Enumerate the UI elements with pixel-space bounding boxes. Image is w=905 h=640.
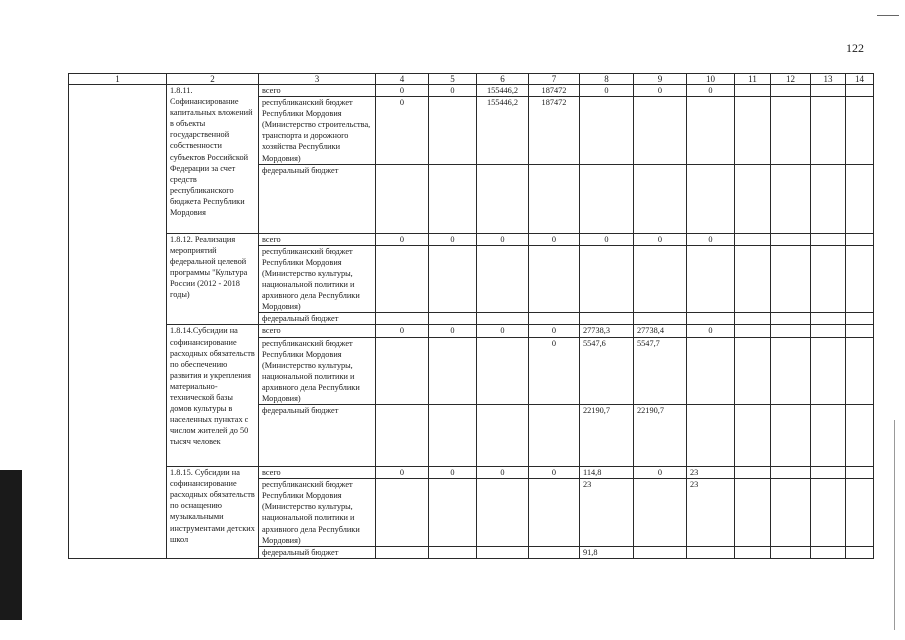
value-cell (771, 546, 811, 558)
table-row (69, 325, 874, 337)
header-cell: 11 (735, 74, 771, 85)
funding-source: федеральный бюджет (259, 313, 376, 325)
value-cell: 23 (580, 479, 634, 547)
value-cell (846, 85, 874, 97)
header-cell: 10 (687, 74, 735, 85)
value-cell: 114,8 (580, 467, 634, 479)
value-cell (376, 245, 429, 313)
value-cell (846, 245, 874, 313)
value-cell (580, 313, 634, 325)
value-cell (771, 313, 811, 325)
value-cell (634, 164, 687, 233)
value-cell (580, 245, 634, 313)
value-cell (376, 479, 429, 547)
value-cell: 0 (429, 85, 477, 97)
value-cell: 0 (376, 97, 429, 165)
measure-label: 1.8.14.Субсидии на софинансирование расходных обязательств по обеспечению развития и укрепления материально-технической базы домов культуры в населенных пунктах с числом жителей до 50 тысяч человек (167, 325, 259, 467)
funding-source: всего (259, 467, 376, 479)
value-cell (771, 233, 811, 245)
header-row (69, 74, 874, 85)
value-cell (580, 164, 634, 233)
measure-label: 1.8.15. Субсидии на софинансирование расходных обязательств по оснащению музыкальными инструментами детских школ (167, 467, 259, 559)
value-cell: 0 (376, 233, 429, 245)
value-cell (477, 313, 529, 325)
value-cell (846, 164, 874, 233)
value-cell (529, 245, 580, 313)
value-cell (477, 245, 529, 313)
header-cell: 12 (771, 74, 811, 85)
header-cell: 6 (477, 74, 529, 85)
value-cell (376, 546, 429, 558)
value-cell (771, 467, 811, 479)
value-cell (735, 546, 771, 558)
value-cell (687, 405, 735, 467)
value-cell (687, 245, 735, 313)
header-cell: 13 (811, 74, 846, 85)
value-cell (529, 313, 580, 325)
value-cell (846, 467, 874, 479)
funding-source: всего (259, 325, 376, 337)
value-cell: 0 (529, 233, 580, 245)
value-cell (477, 546, 529, 558)
funding-source: всего (259, 233, 376, 245)
value-cell (687, 337, 735, 405)
scan-edge-right (894, 420, 895, 630)
value-cell: 0 (580, 85, 634, 97)
header-cell: 1 (69, 74, 167, 85)
value-cell (735, 337, 771, 405)
value-cell (735, 164, 771, 233)
value-cell (811, 313, 846, 325)
value-cell: 27738,4 (634, 325, 687, 337)
value-cell: 5547,6 (580, 337, 634, 405)
value-cell (811, 479, 846, 547)
value-cell (846, 233, 874, 245)
value-cell (429, 337, 477, 405)
value-cell (846, 546, 874, 558)
page-number: 122 (846, 41, 864, 55)
table-row (69, 467, 874, 479)
value-cell (687, 97, 735, 165)
value-cell (846, 313, 874, 325)
value-cell: 0 (376, 467, 429, 479)
header-cell: 4 (376, 74, 429, 85)
value-cell (811, 245, 846, 313)
value-cell: 22190,7 (580, 405, 634, 467)
empty-col1-cell (69, 85, 167, 559)
value-cell (771, 164, 811, 233)
value-cell (811, 337, 846, 405)
value-cell: 22190,7 (634, 405, 687, 467)
value-cell (771, 97, 811, 165)
value-cell: 5547,7 (634, 337, 687, 405)
value-cell (429, 245, 477, 313)
value-cell (811, 97, 846, 165)
value-cell (529, 546, 580, 558)
value-cell: 0 (634, 467, 687, 479)
value-cell (376, 337, 429, 405)
value-cell: 0 (477, 233, 529, 245)
value-cell (735, 325, 771, 337)
value-cell (811, 233, 846, 245)
value-cell (429, 479, 477, 547)
header-cell: 14 (846, 74, 874, 85)
value-cell (477, 479, 529, 547)
value-cell (846, 405, 874, 467)
value-cell (634, 479, 687, 547)
value-cell: 0 (634, 85, 687, 97)
value-cell (580, 97, 634, 165)
value-cell (811, 546, 846, 558)
table-body (69, 74, 874, 559)
value-cell: 0 (376, 325, 429, 337)
value-cell (735, 313, 771, 325)
value-cell: 0 (429, 325, 477, 337)
funding-source: республиканский бюджет Республики Мордовия (Министерство строительства, транспорта и дорожного хозяйства Республики Мордовия) (259, 97, 376, 165)
value-cell (529, 405, 580, 467)
value-cell (771, 85, 811, 97)
value-cell: 0 (687, 233, 735, 245)
scan-mark (877, 15, 899, 16)
value-cell (429, 313, 477, 325)
funding-source: федеральный бюджет (259, 405, 376, 467)
value-cell (735, 85, 771, 97)
value-cell: 0 (580, 233, 634, 245)
funding-source: федеральный бюджет (259, 546, 376, 558)
funding-source: федеральный бюджет (259, 164, 376, 233)
value-cell (811, 325, 846, 337)
scan-edge-left (0, 470, 22, 620)
value-cell: 0 (687, 85, 735, 97)
value-cell: 0 (477, 467, 529, 479)
value-cell (376, 405, 429, 467)
value-cell (735, 245, 771, 313)
value-cell (634, 313, 687, 325)
value-cell (687, 313, 735, 325)
value-cell (735, 405, 771, 467)
value-cell (477, 337, 529, 405)
value-cell: 155446,2 (477, 85, 529, 97)
value-cell: 0 (529, 325, 580, 337)
value-cell (529, 479, 580, 547)
value-cell (846, 479, 874, 547)
header-cell: 7 (529, 74, 580, 85)
value-cell (771, 479, 811, 547)
value-cell (687, 164, 735, 233)
value-cell (771, 337, 811, 405)
value-cell (429, 97, 477, 165)
value-cell: 0 (687, 325, 735, 337)
value-cell: 0 (477, 325, 529, 337)
value-cell (634, 546, 687, 558)
value-cell (429, 164, 477, 233)
value-cell (811, 405, 846, 467)
header-cell: 3 (259, 74, 376, 85)
value-cell (771, 325, 811, 337)
value-cell (846, 337, 874, 405)
header-cell: 9 (634, 74, 687, 85)
value-cell (529, 164, 580, 233)
value-cell: 0 (529, 337, 580, 405)
value-cell: 0 (429, 467, 477, 479)
value-cell (735, 97, 771, 165)
funding-source: республиканский бюджет Республики Мордовия (Министерство культуры, национальной политики и архивного дела Республики Мордовия) (259, 337, 376, 405)
value-cell (477, 405, 529, 467)
value-cell: 0 (529, 467, 580, 479)
value-cell (376, 164, 429, 233)
value-cell (735, 467, 771, 479)
value-cell (811, 164, 846, 233)
budget-table (68, 73, 874, 559)
value-cell: 0 (429, 233, 477, 245)
value-cell (634, 97, 687, 165)
value-cell (477, 164, 529, 233)
measure-label: 1.8.12. Реализация мероприятий федеральной целевой программы "Культура России (2012 - 2018 годы) (167, 233, 259, 325)
funding-source: республиканский бюджет Республики Мордовия (Министерство культуры, национальной политики и архивного дела Республики Мордовия) (259, 245, 376, 313)
value-cell: 0 (634, 233, 687, 245)
value-cell: 27738,3 (580, 325, 634, 337)
value-cell: 187472 (529, 85, 580, 97)
funding-source: всего (259, 85, 376, 97)
funding-source: республиканский бюджет Республики Мордовия (Министерство культуры, национальной политики и архивного дела Республики Мордовия) (259, 479, 376, 547)
value-cell: 91,8 (580, 546, 634, 558)
header-cell: 5 (429, 74, 477, 85)
value-cell (846, 325, 874, 337)
table-row (69, 85, 874, 97)
header-cell: 2 (167, 74, 259, 85)
value-cell (735, 479, 771, 547)
measure-label: 1.8.11. Софинансирование капитальных вложений в объекты государственной собственности субъектов Российской Федерации за счет средств республиканского бюджета Республики Мордовия (167, 85, 259, 234)
value-cell (771, 405, 811, 467)
value-cell (771, 245, 811, 313)
value-cell (429, 405, 477, 467)
value-cell: 23 (687, 479, 735, 547)
value-cell (429, 546, 477, 558)
value-cell (846, 97, 874, 165)
value-cell (735, 233, 771, 245)
value-cell: 0 (376, 85, 429, 97)
value-cell (811, 467, 846, 479)
value-cell (687, 546, 735, 558)
value-cell: 187472 (529, 97, 580, 165)
value-cell: 155446,2 (477, 97, 529, 165)
value-cell (376, 313, 429, 325)
value-cell: 23 (687, 467, 735, 479)
value-cell (811, 85, 846, 97)
value-cell (634, 245, 687, 313)
table-row (69, 233, 874, 245)
header-cell: 8 (580, 74, 634, 85)
